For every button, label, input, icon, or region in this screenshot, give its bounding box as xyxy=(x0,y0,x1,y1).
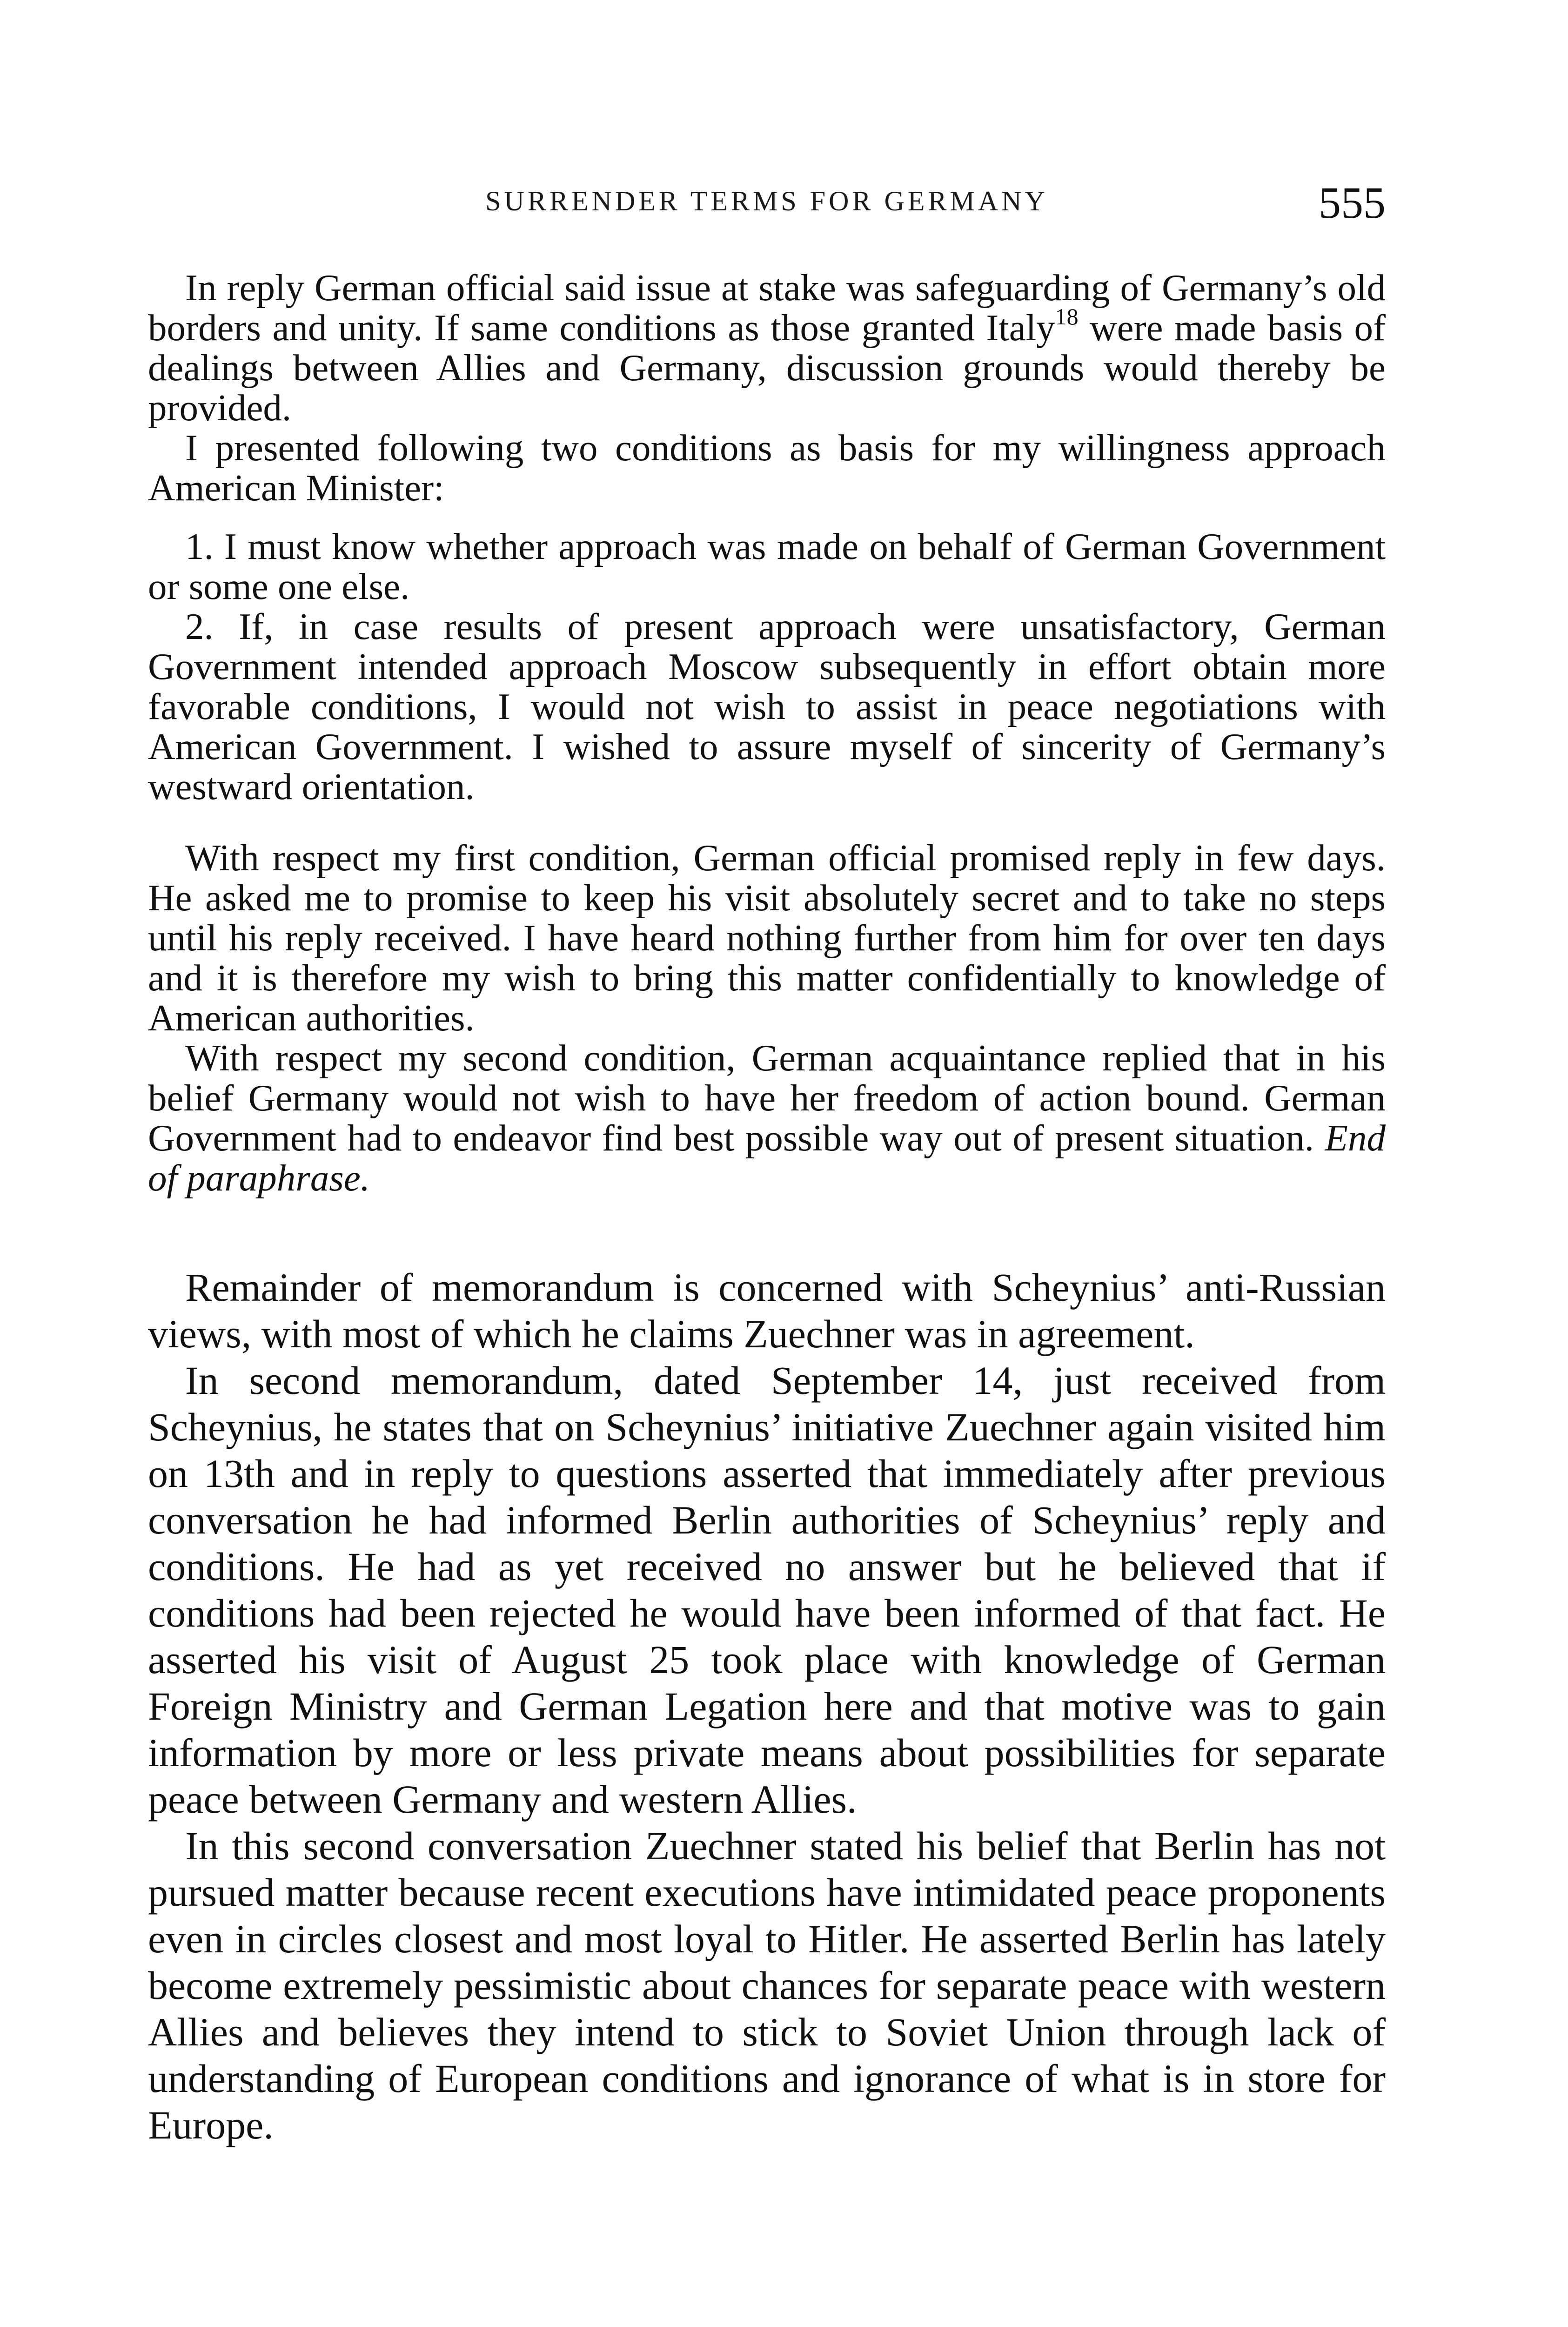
paraphrase-continuation xyxy=(148,838,1386,1198)
end-of-paraphrase: End of paraphrase. xyxy=(148,1117,1386,1199)
numbered-condition-1: 1. I must know whether approach was made on behalf of German Government or some one else. xyxy=(148,525,1386,607)
paragraph: I presented following two conditions as basis for my willingness approach American Minister: xyxy=(148,427,1386,509)
page-number: 555 xyxy=(1319,178,1386,228)
running-title: SURRENDER TERMS FOR GERMANY xyxy=(485,186,1048,216)
numbered-condition-2: 2. If, in case results of present approach were unsatisfactory, German Government intended approach Moscow subsequently in effort obtain more favorable conditions, I would not wish to assist in peace negotiations with American Government. I wished to assure myself of sincerity of Germany’s westward orientation. xyxy=(148,605,1386,807)
paragraph: In reply German official said issue at stake was safeguarding of Germany’s old borders and unity. If same conditions as those granted Italy$^{18}$ were made basis of dealings between Allies and Germany, discussion grounds would thereby be provided. xyxy=(148,267,1386,429)
paragraph: With respect my first condition, German official promised reply in few days. He asked me to promise to keep his visit absolutely secret and to take no steps until his reply received. I have heard nothing further from him for over ten days and it is therefore my wish to bring this matter confidentially to knowledge of American authorities. xyxy=(148,837,1386,1039)
footnote-reference: 18 xyxy=(1055,303,1079,330)
paraphrase-block xyxy=(148,268,1386,807)
paragraph: With respect my second condition, German acquaintance replied that in his belief Germany would not wish to have her freedom of action bound. German Government had to endeavor find best possible way out of present situation. End of paraphrase. xyxy=(148,1037,1386,1199)
running-head xyxy=(148,177,1386,233)
paragraph: Remainder of memorandum is concerned with Scheynius’ anti-Russian views, with most of which he claims Zuechner was in agreement. xyxy=(148,1265,1386,1356)
memorandum-summary xyxy=(148,1264,1386,2148)
paragraph: In this second conversation Zuechner stated his belief that Berlin has not pursued matter because recent executions have intimidated peace proponents even in circles closest and most loyal to Hitler. He asserted Berlin has lately become extremely pessimistic about chances for separate peace with western Allies and believes they intend to stick to Soviet Union through lack of understanding of European conditions and ignorance of what is in store for Europe. xyxy=(148,1823,1386,2147)
paragraph: In second memorandum, dated September 14, just received from Scheynius, he states that on Scheynius’ initiative Zuechner again visited him on 13th and in reply to questions asserted that immediately after previous conversation he had informed Berlin authorities of Scheynius’ reply and conditions. He had as yet received no answer but he believed that if conditions had been rejected he would have been informed of that fact. He asserted his visit of August 25 took place with knowledge of German Foreign Ministry and German Legation here and that motive was to gain information by more or less private means about possibilities for separate peace between Germany and western Allies. xyxy=(148,1358,1386,1822)
